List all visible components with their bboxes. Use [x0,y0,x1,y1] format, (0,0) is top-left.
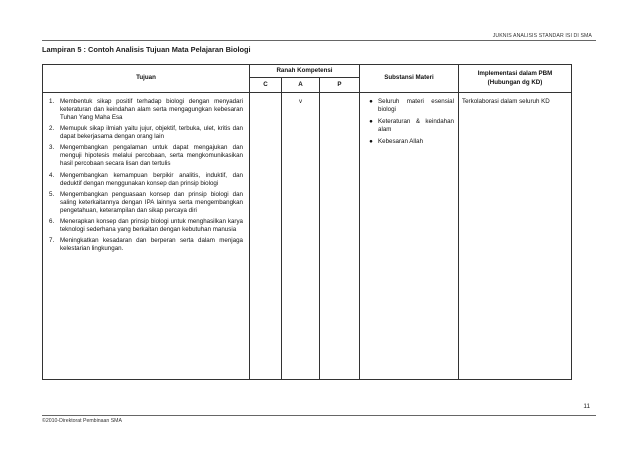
appendix-caption: Lampiran 5 : Contoh Analisis Tujuan Mata Pelajaran Biologi [42,45,251,54]
goal-number: 3. [49,144,55,152]
substansi-text: Kebesaran Allah [378,138,424,146]
goal-number: 7. [49,236,55,244]
goal-number: 4. [49,171,55,179]
header-c: C [250,78,282,93]
goals-cell [43,93,250,380]
header-implementasi-line2: (Hubungan dg KD) [487,78,543,86]
goal-number: 2. [49,125,55,133]
header-p: P [320,78,360,93]
list-item [364,118,454,134]
cell-c [250,93,282,380]
goal-text: Mengembangkan kemampuan berpikir analitis, induktif, dan deduktif dengan menggunakan konsep dan prinsip biologi [60,171,243,187]
goal-number: 5. [49,190,55,198]
list-item [49,144,243,168]
header-substansi-materi: Substansi Materi [360,65,459,93]
header-implementasi [459,65,572,93]
goal-text: Memupuk sikap ilmiah yaitu jujur, objektif, terbuka, ulet, kritis dan dapat bekerjasama dengan orang lain [60,125,243,141]
header-a: A [282,78,320,93]
running-header: JUKNIS ANALISIS STANDAR ISI DI SMA [492,33,592,39]
list-item [49,191,243,215]
bullet-icon: ● [369,98,373,105]
goal-text: Menerapkan konsep dan prinsip biologi untuk menghasilkan karya teknologi sederhana yang berkaitan dengan kebutuhan manusia [60,217,243,233]
substansi-text: Keteraturan & keindahan alam [378,118,454,134]
analysis-table [42,64,572,380]
table-row [43,93,572,380]
list-item [49,218,243,234]
goal-text: Membentuk sikap positif terhadap biologi dengan menyadari keteraturan dan keindahan alam serta mengagungkan kebesaran Tuhan Yang Maha Esa [60,98,243,122]
footer-text: ©2010-Direktorat Pembinaan SMA [42,418,122,424]
page-number: 11 [583,403,590,410]
bullet-icon: ● [369,118,373,126]
cell-p [320,93,360,380]
list-item [49,98,243,122]
list-item [49,125,243,141]
header-tujuan: Tujuan [43,65,250,93]
implementasi-cell: Terkolaborasi dalam seluruh KD [459,93,572,380]
list-item [364,138,454,146]
list-item [364,98,454,114]
goal-number: 1. [49,98,55,105]
header-implementasi-line1: Implementasi dalam PBM [477,70,553,78]
goal-text: Meningkatkan kesadaran dan berperan serta dalam menjaga kelestarian lingkungan. [60,236,243,252]
goals-list [49,98,243,253]
header-rule [42,40,596,41]
goal-text: Mengembangkan pengalaman untuk dapat mengajukan dan menguji hipotesis melalui percobaan, serta mengkomunikasikan hasil percobaan secara lisan dan tertulis [60,144,243,168]
list-item [49,172,243,188]
goal-text: Mengembangkan penguasaan konsep dan prinsip biologi dan saling keterkaitannya dengan IPA lainnya serta mengembangkan pengetahuan, keterampilan dan sikap percaya diri [60,190,243,214]
header-ranah-kompetensi: Ranah Kompetensi [250,65,360,78]
cell-a-mark: v [282,93,320,380]
substansi-cell [360,93,459,380]
goal-number: 6. [49,217,55,225]
list-item [49,237,243,253]
substansi-list [364,98,454,146]
footer-rule [42,415,596,416]
bullet-icon: ● [369,138,373,146]
substansi-text: Seluruh materi esensial biologi [378,98,454,114]
